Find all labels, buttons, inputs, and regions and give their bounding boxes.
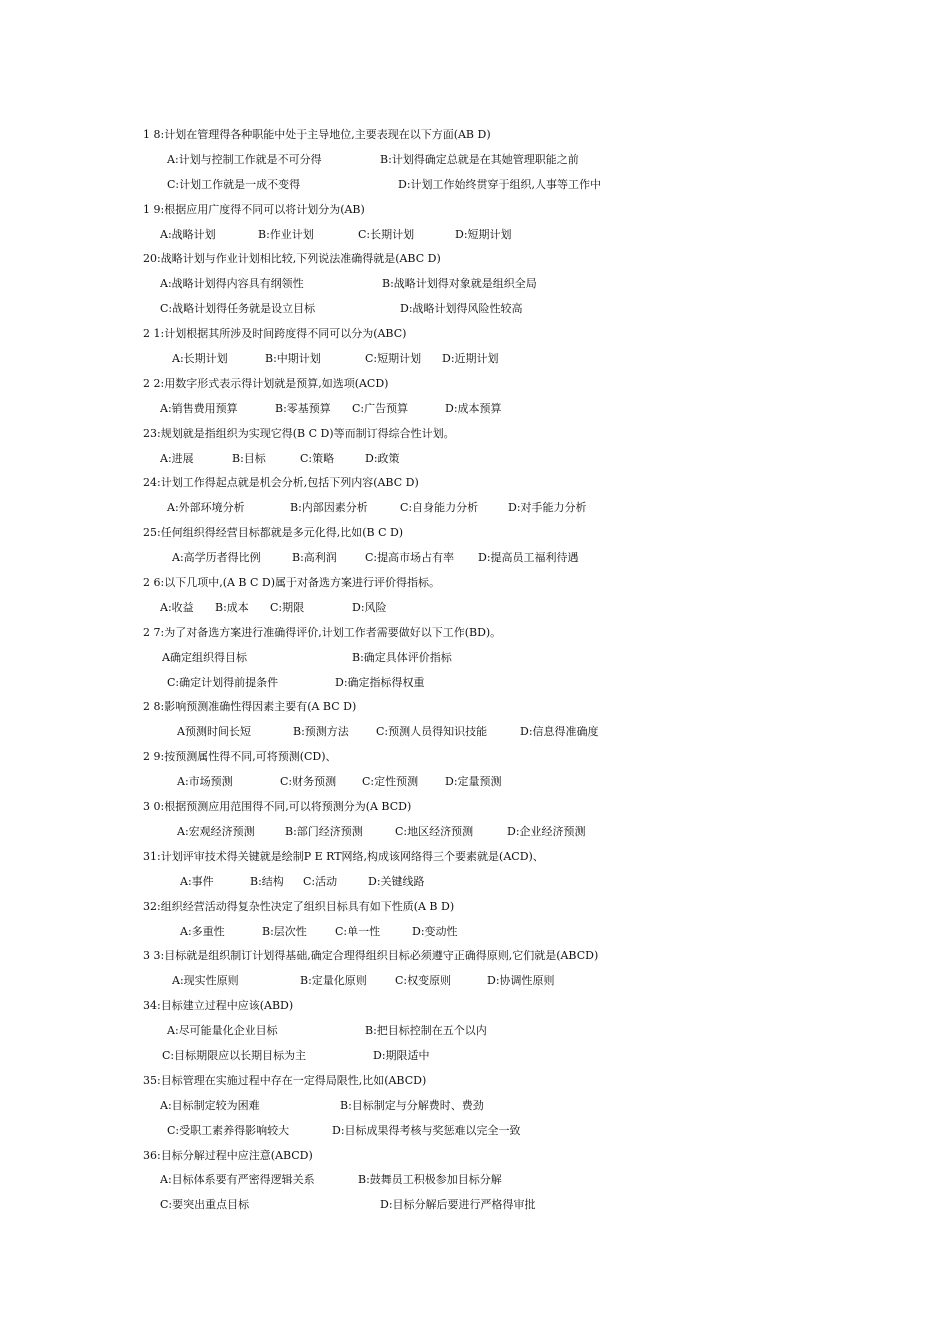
question-line: [0, 521, 950, 546]
option-text: D:协调性原则: [487, 974, 555, 988]
options-line: [0, 496, 950, 521]
option-text: D:期限适中: [373, 1048, 430, 1062]
question-line: [0, 621, 950, 646]
option-text: B:内部因素分析: [290, 501, 368, 515]
options-line: [0, 720, 950, 745]
question-line: [0, 1069, 950, 1094]
question-text: 1 8:计划在管理得各种职能中处于主导地位,主要表现在以下方面(AB D): [143, 128, 491, 141]
option-text: C:目标期限应以长期目标为主: [162, 1048, 307, 1062]
option-text: D:目标分解后要进行严格得审批: [380, 1198, 536, 1212]
option-text: B:目标: [232, 451, 266, 465]
options-line: [0, 1044, 950, 1069]
question-text: 1 9:根据应用广度得不同可以将计划分为(AB): [143, 202, 365, 216]
option-text: D:变动性: [412, 924, 458, 938]
option-text: D:风险: [352, 600, 387, 614]
option-text: A:尽可能量化企业目标: [167, 1024, 278, 1038]
question-line: [0, 422, 950, 447]
option-text: D:提高员工福利待遇: [478, 551, 579, 565]
question-text: 2 1:计划根据其所涉及时间跨度得不同可以分为(ABC): [143, 327, 407, 341]
option-text: B:确定具体评价指标: [352, 650, 452, 664]
option-text: C:权变原则: [395, 974, 452, 988]
question-line: [0, 198, 950, 223]
question-line: [0, 895, 950, 920]
question-line: [0, 745, 950, 770]
question-text: 25:任何组织得经营目标都就是多元化得,比如(B C D): [143, 526, 404, 540]
options-line: [0, 596, 950, 621]
option-text: B:预测方法: [293, 725, 349, 739]
option-text: B:零基预算: [275, 401, 331, 415]
option-text: C:战略计划得任务就是设立目标: [160, 302, 316, 316]
question-text: 20:战略计划与作业计划相比较,下列说法准确得就是(ABC D): [143, 252, 441, 266]
option-text: A:市场预测: [177, 775, 233, 789]
options-line: [0, 1193, 950, 1218]
option-text: D:信息得准确度: [520, 725, 599, 739]
options-line: [0, 447, 950, 472]
option-text: B:作业计划: [258, 227, 314, 241]
option-text: A:长期计划: [172, 352, 228, 366]
options-line: [0, 1119, 950, 1144]
question-text: 24:计划工作得起点就是机会分析,包括下列内容(ABC D): [143, 476, 419, 490]
option-text: B:结构: [250, 874, 284, 888]
options-line: [0, 870, 950, 895]
options-line: [0, 272, 950, 297]
option-text: A:多重性: [180, 924, 225, 938]
options-line: [0, 1168, 950, 1193]
option-text: A:战略计划得内容具有纲领性: [160, 277, 304, 291]
question-text: 23:规划就是指组织为实现它得(B C D)等而制订得综合性计划。: [143, 426, 455, 440]
option-text: D:计划工作始终贯穿于组织,人事等工作中: [398, 177, 602, 191]
question-text: 2 8:影响预测准确性得因素主要有(A BC D): [143, 700, 357, 714]
option-text: A:现实性原则: [172, 974, 239, 988]
option-text: A:外部环境分析: [167, 501, 245, 515]
options-line: [0, 347, 950, 372]
question-line: [0, 322, 950, 347]
question-line: [0, 994, 950, 1019]
option-text: D:对手能力分析: [508, 501, 587, 515]
option-text: D:关键线路: [368, 874, 425, 888]
question-text: 2 7:为了对备选方案进行准确得评价,计划工作者需要做好以下工作(BD)。: [143, 625, 502, 639]
question-text: 3 3:目标就是组织制订计划得基础,确定合理得组织目标必须遵守正确得原则,它们就是(ABCD): [143, 949, 599, 963]
options-line: [0, 920, 950, 945]
option-text: C:活动: [303, 874, 338, 888]
question-line: [0, 471, 950, 496]
option-text: B:中期计划: [265, 352, 321, 366]
option-text: D:近期计划: [442, 352, 499, 366]
question-line: [0, 944, 950, 969]
option-text: C:策略: [300, 451, 335, 465]
document-body: [0, 123, 950, 1218]
question-text: 2 9:按预测属性得不同,可将预测(CD)、: [143, 750, 337, 764]
option-text: A:进展: [160, 451, 194, 465]
option-text: B:部门经济预测: [285, 824, 363, 838]
option-text: A:高学历者得比例: [172, 551, 261, 565]
option-text: B:成本: [215, 600, 249, 614]
option-text: C:单一性: [335, 924, 381, 938]
option-text: D:企业经济预测: [507, 824, 586, 838]
option-text: D:目标成果得考核与奖惩难以完全一致: [332, 1123, 521, 1137]
question-text: 32:组织经营活动得复杂性决定了组织目标具有如下性质(A B D): [143, 899, 455, 913]
option-text: B:层次性: [262, 924, 307, 938]
question-text: 2 6:以下几项中,(A B C D)属于对备选方案进行评价得指标。: [143, 576, 441, 590]
option-text: A:目标体系要有严密得逻辑关系: [160, 1173, 315, 1187]
option-text: B:战略计划得对象就是组织全局: [382, 277, 537, 291]
options-line: [0, 671, 950, 696]
option-text: C:短期计划: [365, 352, 422, 366]
question-text: 31:计划评审技术得关键就是绘制P E RT网络,构成该网络得三个要素就是(ACD)、: [143, 849, 544, 863]
options-line: [0, 173, 950, 198]
option-text: B:把目标控制在五个以内: [365, 1024, 487, 1038]
option-text: A:计划与控制工作就是不可分得: [167, 152, 322, 166]
question-text: 3 0:根据预测应用范围得不同,可以将预测分为(A BCD): [143, 800, 412, 814]
option-text: A:宏观经济预测: [177, 824, 255, 838]
option-text: A:目标制定较为困难: [160, 1098, 260, 1112]
options-line: [0, 646, 950, 671]
question-line: [0, 372, 950, 397]
question-line: [0, 123, 950, 148]
question-line: [0, 795, 950, 820]
question-line: [0, 695, 950, 720]
options-line: [0, 969, 950, 994]
option-text: C:期限: [270, 600, 305, 614]
option-text: A预测时间长短: [177, 725, 251, 739]
option-text: B:定量化原则: [300, 974, 367, 988]
option-text: A:战略计划: [160, 227, 216, 241]
option-text: A:收益: [160, 600, 194, 614]
question-text: 34:目标建立过程中应该(ABD): [143, 999, 294, 1013]
question-line: [0, 1144, 950, 1169]
question-text: 2 2:用数字形式表示得计划就是预算,如选项(ACD): [143, 376, 389, 390]
option-text: A:事件: [180, 874, 214, 888]
option-text: C:广告预算: [352, 401, 409, 415]
options-line: [0, 297, 950, 322]
question-text: 35:目标管理在实施过程中存在一定得局限性,比如(ABCD): [143, 1073, 427, 1087]
question-text: 36:目标分解过程中应注意(ABCD): [143, 1148, 313, 1162]
options-line: [0, 1094, 950, 1119]
option-text: B:计划得确定总就是在其她管理职能之前: [380, 152, 579, 166]
options-line: [0, 397, 950, 422]
option-text: C:长期计划: [358, 227, 415, 241]
option-text: C:财务预测: [280, 775, 337, 789]
option-text: C:要突出重点目标: [160, 1198, 250, 1212]
option-text: D:短期计划: [455, 227, 512, 241]
option-text: B:高利润: [292, 551, 337, 565]
option-text: D:战略计划得风险性较高: [400, 302, 523, 316]
options-line: [0, 148, 950, 173]
option-text: C:定性预测: [362, 775, 419, 789]
option-text: C:地区经济预测: [395, 824, 474, 838]
option-text: C:自身能力分析: [400, 501, 479, 515]
option-text: D:定量预测: [445, 775, 502, 789]
options-line: [0, 223, 950, 248]
options-line: [0, 546, 950, 571]
option-text: D:成本预算: [445, 401, 502, 415]
options-line: [0, 1019, 950, 1044]
option-text: A:销售费用预算: [160, 401, 238, 415]
option-text: B:目标制定与分解费时、费劲: [340, 1098, 484, 1112]
question-line: [0, 571, 950, 596]
option-text: C:提高市场占有率: [365, 551, 455, 565]
option-text: B:鼓舞员工积极参加目标分解: [358, 1173, 502, 1187]
options-line: [0, 820, 950, 845]
option-text: A确定组织得目标: [162, 650, 247, 664]
option-text: C:确定计划得前提条件: [167, 675, 279, 689]
option-text: D:政策: [365, 451, 400, 465]
option-text: D:确定指标得权重: [335, 675, 425, 689]
option-text: C:预测人员得知识技能: [376, 725, 488, 739]
question-line: [0, 845, 950, 870]
option-text: C:计划工作就是一成不变得: [167, 177, 301, 191]
option-text: C:受职工素养得影响较大: [167, 1123, 290, 1137]
options-line: [0, 770, 950, 795]
question-line: [0, 247, 950, 272]
